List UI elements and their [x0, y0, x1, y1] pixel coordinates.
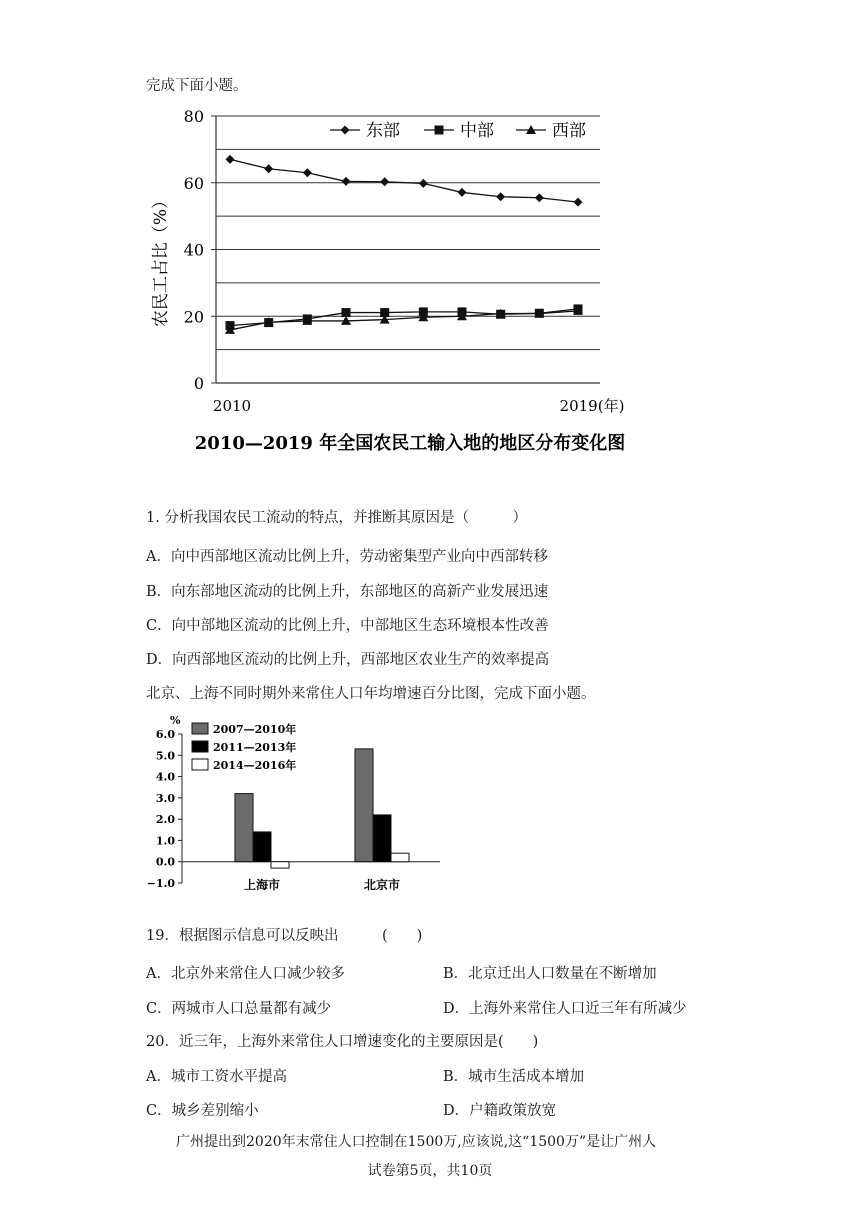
bar-2-1: [355, 749, 373, 862]
question-1-stem: 1. 分析我国农民工流动的特点，并推断其原因是（ ）: [146, 510, 527, 526]
population-growth-bar-chart: [140, 712, 460, 897]
question-19-option-a: A．北京外来常住人口减少较多: [146, 966, 345, 982]
legend-label-2: 2011—2013年: [213, 741, 297, 754]
question-19-option-b: B．北京迁出人口数量在不断增加: [443, 966, 657, 982]
x-tick-label: 2019(年): [559, 397, 625, 415]
series-1-point: [264, 164, 273, 173]
category-label: 上海市: [243, 878, 281, 892]
series-1-point: [419, 179, 428, 188]
question-20-option-a: A．城市工资水平提高: [146, 1069, 287, 1085]
series-1-point: [535, 193, 544, 202]
chart-title: 2010—2019 年全国农民工输入地的地区分布变化图: [194, 433, 626, 454]
series-line-3: [230, 311, 578, 330]
migrant-worker-line-chart: [140, 100, 680, 465]
category-label: 北京市: [363, 878, 401, 892]
bar-1-2: [253, 832, 271, 862]
y-tick-label: −1.0: [146, 877, 175, 890]
legend-label-3: 2014—2016年: [213, 759, 297, 772]
y-tick-label: 0: [193, 374, 204, 393]
series-1-point: [226, 155, 235, 164]
question-1-option-c: C．向中部地区流动的比例上升，中部地区生态环境根本性改善: [146, 618, 549, 634]
question-20-option-b: B．城市生活成本增加: [443, 1069, 585, 1085]
legend-swatch-2: [192, 741, 208, 752]
page-footer: 试卷第5页，共10页: [367, 1163, 493, 1179]
y-tick-label: 60: [183, 173, 204, 193]
question-1-option-a: A．向中西部地区流动比例上升，劳动密集型产业向中西部转移: [146, 549, 548, 565]
legend-swatch-3: [192, 759, 208, 770]
question-1-option-b: B．向东部地区流动的比例上升，东部地区的高新产业发展迅速: [146, 584, 549, 600]
y-tick-label: 2.0: [155, 813, 175, 827]
trailing-text: 广州提出到2020年末常住人口控制在1500万,应该说,这“1500万”是让广州人: [176, 1134, 657, 1150]
y-tick-label: 20: [183, 307, 204, 327]
bar-1-3: [271, 862, 289, 868]
y-tick-label: 5.0: [155, 749, 175, 763]
question-20-option-c: C．城乡差别缩小: [146, 1103, 259, 1119]
series-1-point: [303, 168, 312, 177]
y-tick-label: 3.0: [155, 791, 175, 805]
series-line-1: [230, 159, 578, 202]
legend-label-1: 东部: [366, 121, 400, 141]
y-tick-label: 80: [183, 107, 204, 126]
question-19-option-c: C．两城市人口总量都有减少: [146, 1001, 332, 1017]
question-19-option-d: D．上海外来常住人口近三年有所减少: [443, 1001, 687, 1017]
series-1-point: [496, 192, 505, 201]
x-tick-label: 2010: [212, 397, 252, 415]
legend-label-2: 中部: [460, 121, 494, 141]
y-tick-label: 4.0: [155, 770, 175, 784]
bar-2-2: [373, 815, 391, 862]
y-axis-label: 农民工占比（%）: [151, 191, 171, 328]
series-1-point: [380, 177, 389, 186]
y-tick-label: 6.0: [155, 728, 175, 741]
question-20-option-d: D．户籍政策放宽: [443, 1103, 557, 1119]
legend-marker-1: [341, 126, 350, 135]
y-tick-label: 40: [183, 240, 204, 260]
legend-label-1: 2007—2010年: [213, 723, 297, 736]
question-1-option-d: D．向西部地区流动的比例上升，西部地区农业生产的效率提高: [146, 652, 550, 668]
section-2-intro: 北京、上海不同时期外来常住人口年均增速百分比图，完成下面小题。: [146, 686, 596, 702]
question-20-stem: 20．近三年，上海外来常住人口增速变化的主要原因是( ): [146, 1034, 539, 1050]
series-1-point: [342, 177, 351, 186]
y-tick-label: 1.0: [155, 834, 175, 848]
series-line-2: [230, 309, 578, 326]
series-1-point: [574, 198, 583, 207]
y-tick-label: 0.0: [155, 855, 175, 869]
intro-text: 完成下面小题。: [146, 78, 248, 94]
question-19-stem: 19．根据图示信息可以反映出 ( ): [146, 928, 423, 944]
legend-label-3: 西部: [552, 121, 586, 141]
bar-1-1: [235, 794, 253, 862]
series-1-point: [458, 188, 467, 197]
series-2-point: [342, 308, 351, 317]
legend-swatch-1: [192, 723, 208, 734]
y-unit-label: %: [170, 714, 181, 727]
legend-marker-2: [435, 126, 444, 135]
bar-2-3: [391, 853, 409, 862]
